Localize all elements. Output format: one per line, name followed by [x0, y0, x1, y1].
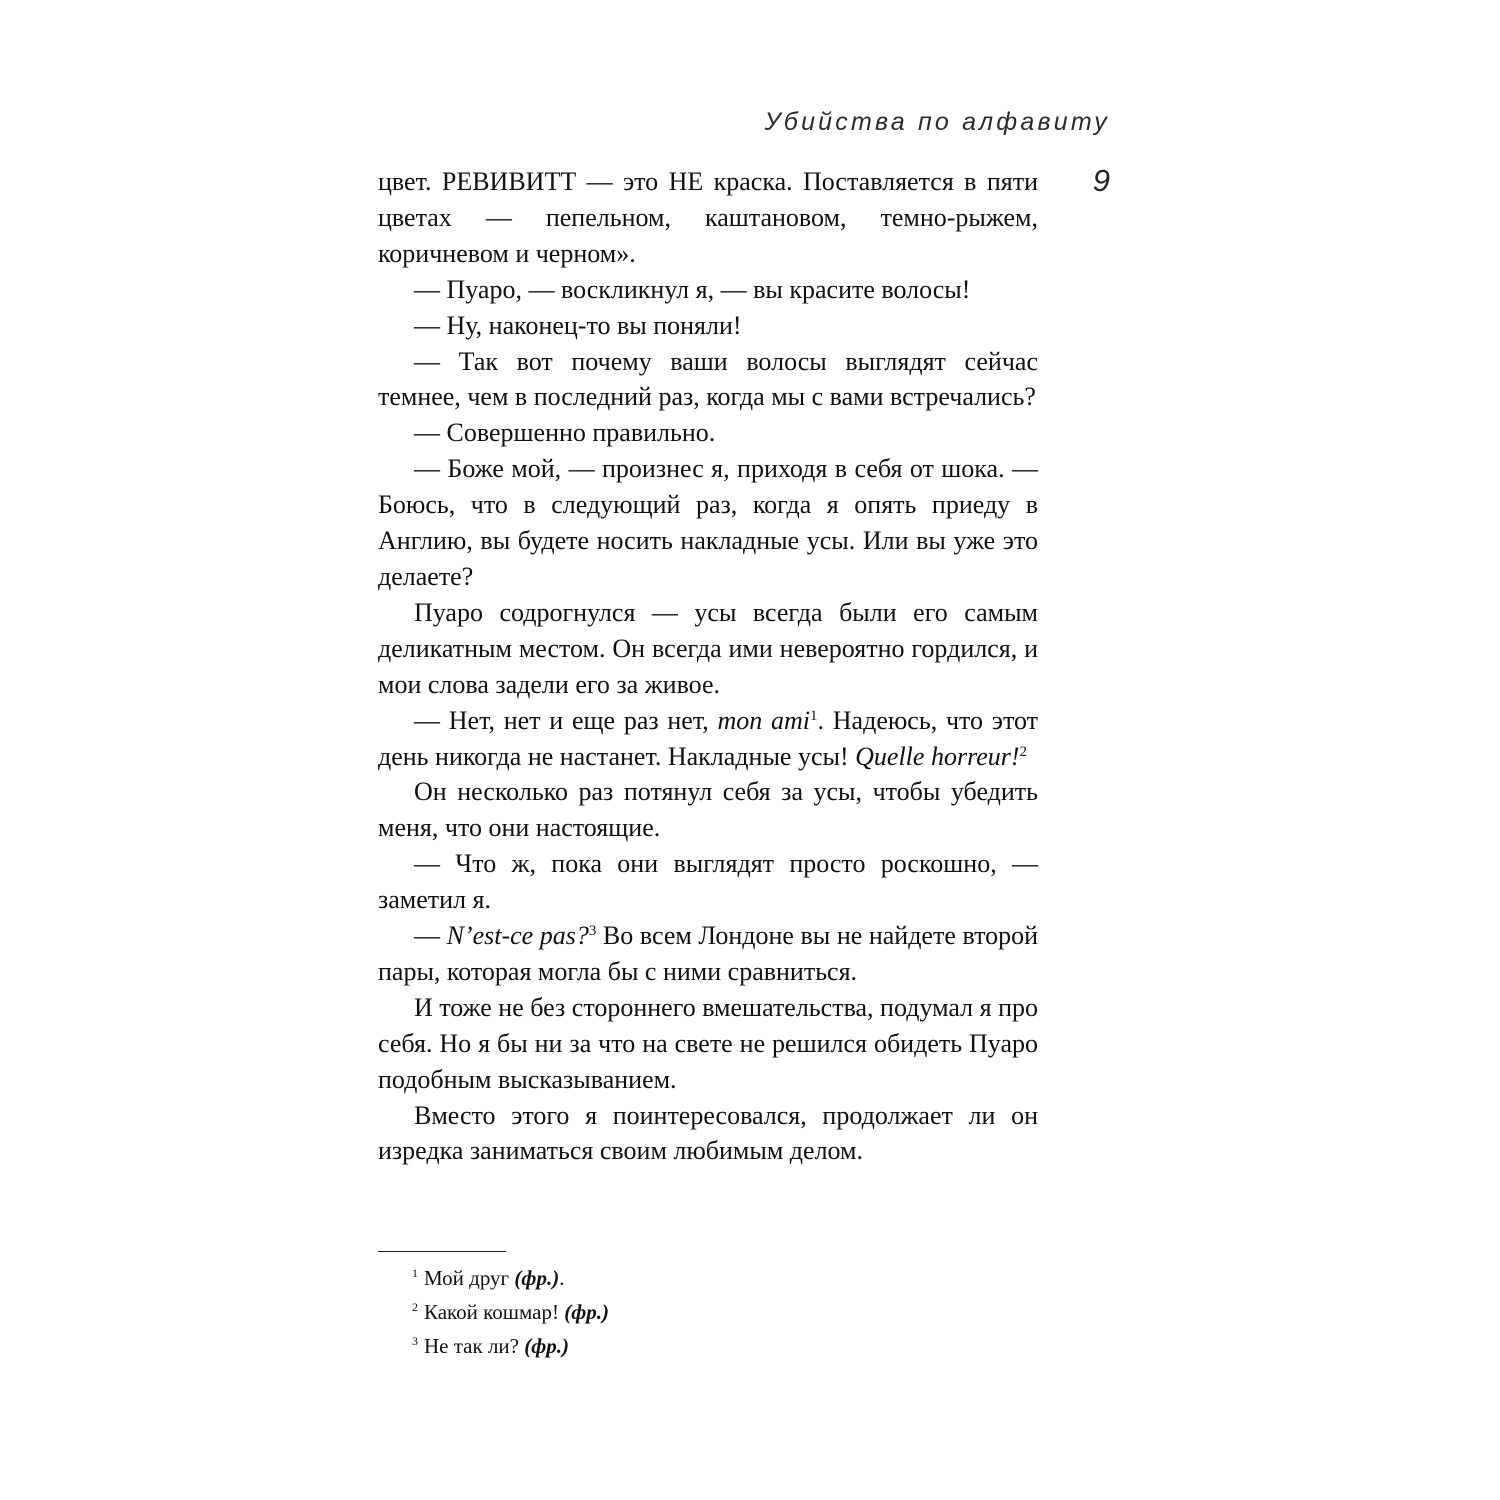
paragraph-4: — Так вот почему ваши волосы выглядят сейчас темнее, чем в последний раз, когда мы с вами встречались? [378, 346, 1038, 412]
footnote-text: Мой друг [424, 1266, 515, 1290]
paragraph-11-dash: — [414, 921, 447, 951]
footnote-text: Не так ли? [424, 1334, 525, 1358]
footnote-3 [412, 1327, 1012, 1361]
footnote-text: Какой кошмар! [424, 1300, 565, 1324]
footnote-2 [412, 1293, 1012, 1327]
footnote-number: 1 [412, 1266, 418, 1280]
paragraph-12: И тоже не без стороннего вмешательства, подумал я про себя. Но я бы ни за что на свете не решился обидеть Пуаро подобным высказыванием. [378, 992, 1038, 1094]
footnote-1 [412, 1259, 1012, 1293]
paragraph-2: — Пуаро, — воскликнул я, — вы красите волосы! [414, 274, 971, 304]
paragraph-5: — Совершенно правильно. [414, 418, 716, 448]
footnote-number: 2 [412, 1300, 418, 1314]
footnote-ref-3: 3 [588, 923, 597, 940]
paragraph-7: Пуаро содрогнулся — усы всегда были его самым деликатным местом. Он всегда ими невероятно гордился, и мои слова задели его за живое. [378, 597, 1038, 699]
paragraph-11-rest: Во всем Лондоне вы не найдете второй пары, которая могла бы с ними сравниться. [378, 921, 1039, 986]
footnote-language: (фр.) [564, 1300, 609, 1324]
footnote-divider [378, 1251, 506, 1252]
french-phrase-nest-ce-pas: N’est-ce pas? [446, 921, 589, 951]
footnote-end: . [559, 1266, 565, 1290]
paragraph-8 [378, 703, 1038, 775]
footnote-ref-2: 2 [1019, 743, 1028, 760]
french-phrase-quelle-horreur: Quelle horreur! [855, 741, 1020, 771]
paragraph-13: Вместо этого я поинтересовался, продолжает ли он изредка заниматься своим любимым делом. [378, 1100, 1038, 1166]
paragraph-8-part-b: . Надеюсь, что этот день никогда не настанет. Накладные усы! [378, 705, 1038, 771]
footnote-language: (фр.) [524, 1334, 570, 1358]
footnote-number: 3 [412, 1334, 418, 1348]
paragraph-10: — Что ж, пока они выглядят просто роскошно, — заметил я. [378, 849, 1038, 915]
paragraph-1: цвет. РЕВИВИТТ — это НЕ краска. Поставляется в пяти цветах — пепельном, каштановом, темно-рыжем, коричневом и черном». [378, 167, 1038, 268]
french-phrase-mon-ami: mon ami [717, 705, 811, 735]
paragraph-6: — Боже мой, — произнес я, приходя в себя от шока. — Боюсь, что в следующий раз, когда я опять приеду в Англию, вы будете носить накладные усы. Или вы уже это делаете? [378, 454, 1038, 591]
running-title: Убийства по алфавиту [764, 108, 1110, 136]
paragraph-3: — Ну, наконец-то вы поняли! [414, 310, 742, 340]
footnotes [412, 1259, 1012, 1361]
page-number: 9 [1092, 163, 1110, 198]
paragraph-9: Он несколько раз потянул себя за усы, чтобы убедить меня, что они настоящие. [378, 777, 1038, 843]
main-text [378, 164, 1038, 1169]
footnote-ref-1: 1 [810, 707, 818, 724]
paragraph-11 [378, 918, 1038, 990]
footnote-language: (фр.) [514, 1266, 560, 1290]
paragraph-8-part-a: — Нет, нет и еще раз нет, [414, 705, 718, 735]
